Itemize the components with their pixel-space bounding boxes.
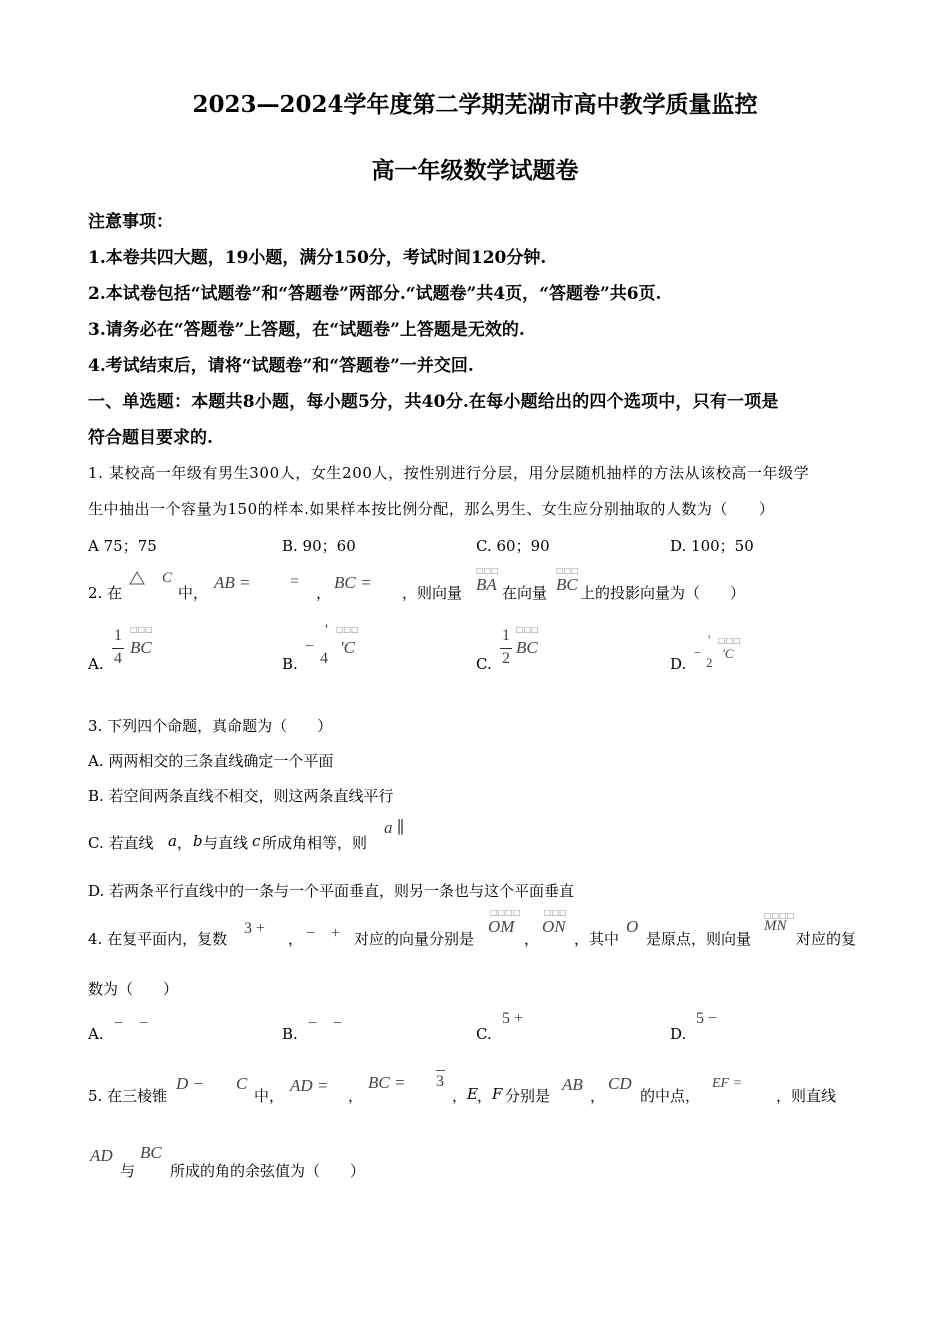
q2-a-arrow: □□□ <box>130 625 153 634</box>
q2-number: 2. 在 <box>88 584 123 602</box>
q4-suffix: 对应的复 <box>796 930 857 948</box>
q2-c-den: 2 <box>502 650 510 667</box>
q3-option-c-text: C. 若直线 <box>88 834 154 852</box>
q3-c-a: a <box>168 832 177 850</box>
q5-sqrt-bar <box>436 1070 445 1071</box>
q3-c-comma: ， <box>177 834 193 852</box>
q1-option-a: A 75；75 <box>88 537 157 555</box>
q3-c-c: c <box>252 832 261 850</box>
q2-d-tick: ' <box>708 632 711 647</box>
q2-comma: ， <box>316 584 332 602</box>
q4-c-math: 5 + <box>502 1010 524 1027</box>
q4-line2: 数为（ ） <box>88 980 179 998</box>
q4-b-math: − − <box>308 1015 343 1032</box>
q1-option-c: C. 60；90 <box>476 537 550 555</box>
q2-eq: = <box>290 573 300 590</box>
section-heading-cont: 符合题目要求的. <box>88 428 213 448</box>
q2-a-vec: BC <box>130 638 152 657</box>
q5-suffix: ，则直线 <box>776 1087 837 1105</box>
q4-mn: MN <box>764 918 787 934</box>
q2-tri-c: C <box>162 570 173 586</box>
q4-om: OM <box>488 917 515 936</box>
q2-d-minus: − <box>694 645 702 660</box>
q4-z2: − + <box>306 925 341 942</box>
q5-line2-ad: AD <box>90 1146 113 1165</box>
notice-item-2: 2.本试卷包括“试题卷”和“答题卷”两部分.“试题卷”共4页，“答题卷”共6页. <box>88 284 662 304</box>
q5-line2-yu: 与 <box>120 1162 136 1180</box>
exam-title: 2023—2024学年度第二学期芜湖市高中教学质量监控 <box>192 91 758 118</box>
q4-mn-arrow: □□□□ <box>764 911 795 920</box>
q4-option-b: B. <box>282 1025 298 1043</box>
q4-om-arrow: □□□□ <box>490 908 521 917</box>
q2-b-tick: ' <box>325 622 328 639</box>
q2-text3: 上的投影向量为（ ） <box>580 584 746 602</box>
q4-prefix: 4. 在复平面内，复数 <box>88 930 228 948</box>
q5-three: 3 <box>436 1073 444 1090</box>
q3-c-b: b <box>193 832 203 850</box>
q5-ab: AB <box>562 1075 583 1094</box>
exam-subtitle: 高一年级数学试题卷 <box>371 157 579 184</box>
q1-option-b: B. 90；60 <box>282 537 356 555</box>
q2-arrow-bc: □□□ <box>556 566 579 575</box>
q1-option-d: D. 100；50 <box>670 537 754 555</box>
q4-option-a: A. <box>88 1025 104 1043</box>
q5-c-math: C <box>236 1074 248 1093</box>
q5-e: E <box>467 1085 478 1103</box>
q2-d-arrow: □□□ <box>718 636 741 645</box>
q4-option-d: D. <box>670 1025 687 1043</box>
q2-zhong: 中， <box>178 584 209 602</box>
q5-line2-bc: BC <box>140 1143 162 1162</box>
notice-item-1: 1.本卷共四大题，19小题，满分150分，考试时间120分钟. <box>88 248 547 268</box>
q4-on: ON <box>542 917 566 936</box>
q3-option-a: A. 两两相交的三条直线确定一个平面 <box>88 752 334 770</box>
q2-c-fraction-bar <box>500 648 512 649</box>
q2-option-c: C. <box>476 655 492 673</box>
q3-c-mid: 与直线 <box>203 834 249 852</box>
q4-option-c: C. <box>476 1025 492 1043</box>
q4-mid: 对应的向量分别是 <box>354 930 475 948</box>
q2-a-den: 4 <box>114 650 122 667</box>
q5-comma2: ， <box>452 1087 468 1105</box>
q1-stem-line2: 生中抽出一个容量为150的样本.如果样本按比例分配，那么男生、女生应分别抽取的人数为（ ） <box>88 500 775 518</box>
notice-heading: 注意事项： <box>88 212 173 232</box>
q2-c-arrow: □□□ <box>516 625 539 634</box>
q2-option-b: B. <box>282 655 298 673</box>
q2-arrow-ba: □□□ <box>476 566 499 575</box>
q5-comma3: ， <box>477 1087 493 1105</box>
q2-d-den: 2 <box>706 655 713 670</box>
q5-comma4: ， <box>590 1087 606 1105</box>
q2-text2: 在向量 <box>502 584 548 602</box>
q4-o: O <box>626 917 639 936</box>
q5-line2-text: 所成的角的余弦值为（ ） <box>170 1162 366 1180</box>
q2-option-a: A. <box>88 655 104 673</box>
q3-c-math: a ∥ <box>384 818 405 837</box>
q2-d-vec: 'C <box>722 646 734 661</box>
q2-vec-bc: BC <box>556 575 578 594</box>
q4-on-arrow: □□□ <box>544 908 567 917</box>
triangle-icon <box>128 570 146 586</box>
q1-stem-line1: 1. 某校高一年级有男生300人，女生200人，按性别进行分层，用分层随机抽样的方法从该校高一年级学 <box>88 464 810 482</box>
q5-ad: AD = <box>290 1076 329 1095</box>
q5-f: F <box>492 1085 503 1103</box>
q2-text1: ，则向量 <box>402 584 463 602</box>
notice-item-4: 4.考试结束后，请将“试题卷”和“答题卷”一并交回. <box>88 356 474 376</box>
q2-b-arrow: □□□ <box>336 625 359 634</box>
q4-mid2: ，其中 <box>574 930 620 948</box>
q4-z1: 3 + <box>244 920 266 937</box>
q2-option-d: D. <box>670 655 687 673</box>
q4-comma: ， <box>288 930 304 948</box>
q4-sep: ， <box>524 930 540 948</box>
q2-ab: AB = <box>214 573 251 592</box>
q4-mid3: 是原点，则向量 <box>646 930 752 948</box>
q2-a-num: 1 <box>114 627 122 644</box>
q5-d-math: D − <box>176 1074 204 1093</box>
q5-comma1: ， <box>348 1087 364 1105</box>
q2-bc: BC = <box>334 573 372 592</box>
q5-ef: EF = <box>712 1076 743 1091</box>
q5-bc: BC = <box>368 1073 406 1092</box>
q4-d-math: 5 − <box>696 1010 718 1027</box>
q2-c-vec: BC <box>516 638 538 657</box>
q3-option-d: D. 若两条平行直线中的一条与一个平面垂直，则另一条也与这个平面垂直 <box>88 882 575 900</box>
q5-mid: 分别是 <box>505 1087 551 1105</box>
notice-item-3: 3.请务必在“答题卷”上答题，在“试题卷”上答题是无效的. <box>88 320 525 340</box>
q5-mid2: 的中点， <box>640 1087 701 1105</box>
q2-a-fraction-bar <box>112 648 124 649</box>
q5-zhong: 中， <box>254 1087 285 1105</box>
q5-cd: CD <box>608 1074 632 1093</box>
q2-b-den: 4 <box>320 650 328 667</box>
q3-stem: 3. 下列四个命题，真命题为（ ） <box>88 717 333 735</box>
q3-option-b: B. 若空间两条直线不相交，则这两条直线平行 <box>88 787 394 805</box>
q2-b-minus: − <box>305 638 315 655</box>
q5-prefix: 5. 在三棱锥 <box>88 1087 168 1105</box>
q4-a-math: − − <box>114 1015 149 1032</box>
q2-c-num: 1 <box>502 627 510 644</box>
q2-b-vec: 'C <box>340 638 355 657</box>
section-heading: 一、单选题：本题共8小题，每小题5分，共40分.在每小题给出的四个选项中，只有一项是 <box>88 392 779 412</box>
q2-vec-ba: BA <box>476 575 497 594</box>
q3-c-end: 所成角相等，则 <box>262 834 368 852</box>
